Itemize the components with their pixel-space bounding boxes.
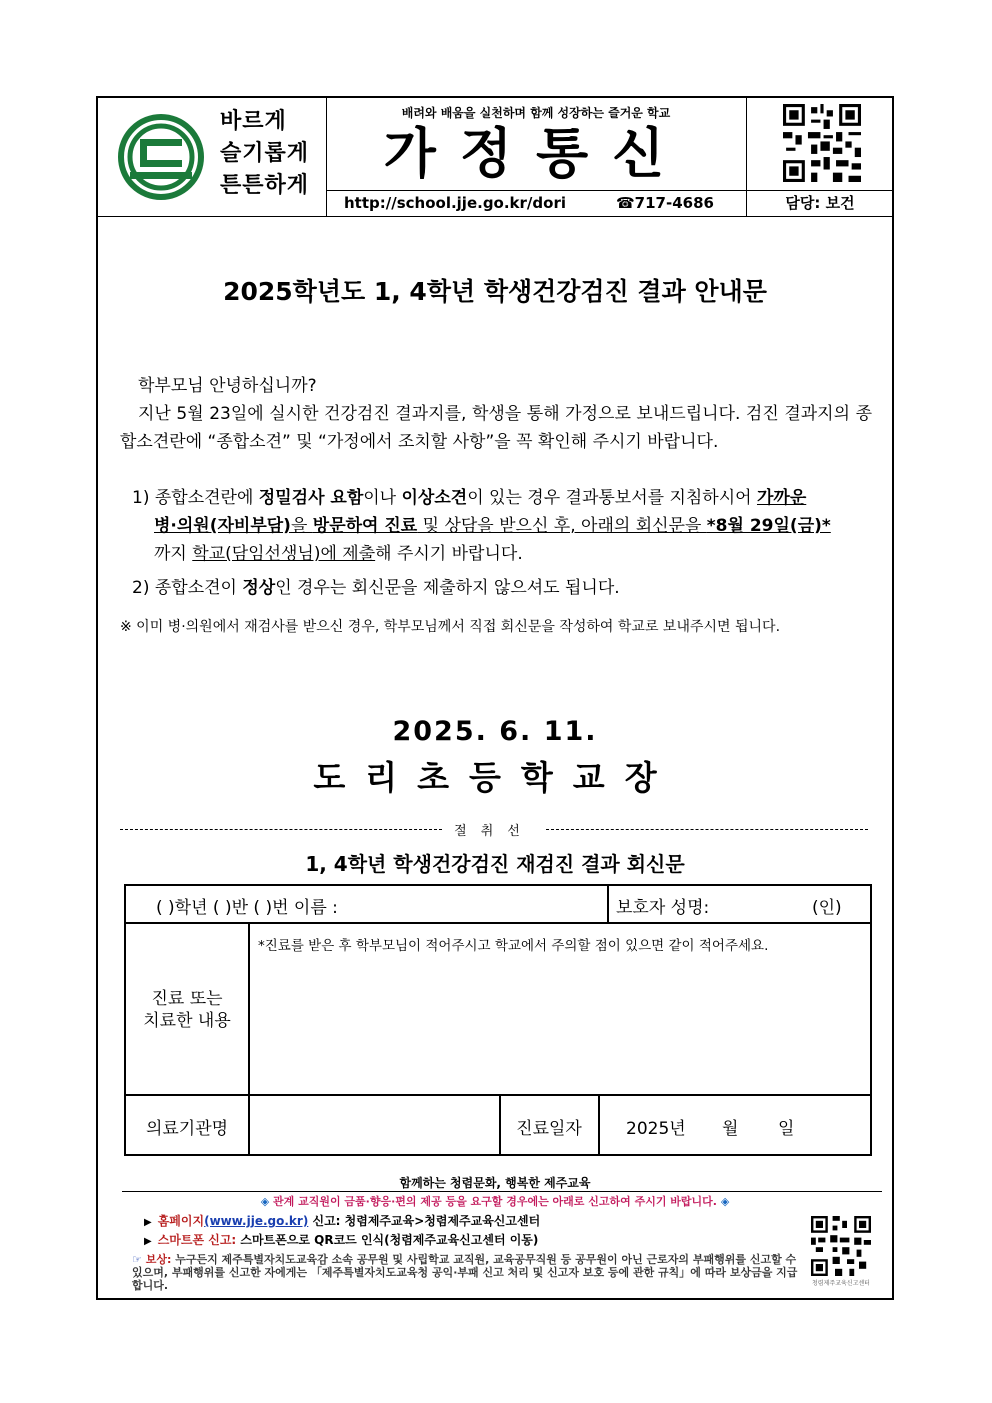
visit-month-field[interactable]: 월 [722, 1119, 739, 1139]
visit-date-label: 진료일자 [516, 1119, 582, 1139]
treatment-label-line: 치료한 내용 [143, 1011, 231, 1031]
arrow-right-icon: ▶ [144, 1217, 152, 1228]
item-emphasis: 정상 [242, 578, 276, 598]
contact-person: 담당: 보건 [746, 191, 893, 217]
homepage-path: 신고: 청렴제주교육>청렴제주교육신고센터 [308, 1214, 541, 1228]
integrity-slogan: 함께하는 청렴문화, 행복한 제주교육 [399, 1176, 591, 1190]
item-text: 이 있는 경우 결과통보서를 지침하시어 [467, 488, 757, 508]
motto-line: 바르게 [220, 109, 287, 134]
item-deadline: *8월 29일(금)* [706, 516, 831, 536]
item-emphasis: 이상소견 [401, 488, 468, 508]
item-text: 이나 [363, 488, 402, 508]
motto-line: 슬기롭게 [220, 141, 310, 166]
issue-date: 2025. 6. 11. [392, 716, 598, 747]
document-frame [96, 96, 894, 1300]
cut-line [120, 820, 868, 839]
principal-signature: 도리초등학교장 [313, 758, 677, 797]
header-divider [98, 216, 892, 217]
item-text: 을 [290, 516, 313, 536]
table-rule [126, 922, 870, 924]
school-slogan: 배려와 배움을 실천하며 함께 성장하는 즐거운 학교 [401, 106, 671, 120]
cut-line-label: 절취선 [454, 824, 534, 839]
title-cell [326, 98, 746, 190]
smartphone-report-line [144, 1231, 538, 1248]
pointing-hand-icon: ☞ [132, 1253, 142, 1266]
item-text: 해 주시기 바랍니다. [375, 544, 523, 564]
school-phone: ☎717-4686 [616, 194, 714, 212]
smartphone-text: 스마트폰으로 QR코드 인식(청렴제주교육신고센터 이동) [236, 1233, 539, 1247]
item-emphasis: 가까운 [756, 488, 807, 508]
treatment-label [126, 988, 248, 1032]
item-emphasis: 학교(담임선생님)에 제출 [192, 544, 376, 564]
diamond-icon: ◈ [720, 1195, 730, 1208]
item-emphasis: 방문하여 진료 [312, 516, 418, 536]
reward-label: 보상: [145, 1253, 172, 1266]
notice-footnote: ※ 이미 병·의원에서 재검사를 받으신 경우, 학부모님께서 직접 회신문을 작성하여 학교로 보내주시면 됩니다. [120, 619, 781, 635]
item-emphasis: 병·의원(자비부담) [154, 516, 291, 536]
treatment-content-field[interactable]: *진료를 받은 후 학부모님이 적어주시고 학교에서 주의할 점이 있으면 같이 적어주세요. [258, 938, 769, 954]
item-continuation [132, 540, 876, 568]
item-text: 인 경우는 회신문을 제출하지 않으셔도 됩니다. [275, 578, 620, 598]
newsletter-title: 가정통신 [383, 122, 689, 185]
motto-line: 튼튼하게 [220, 173, 310, 198]
guardian-name-field[interactable]: 보호자 성명: [616, 898, 710, 918]
reply-form-table [124, 884, 872, 1156]
report-center-qr-icon[interactable] [810, 1216, 872, 1276]
reply-form-title: 1, 4학년 학생건강검진 재검진 결과 회신문 [305, 852, 685, 876]
item-text: 종합소견이 [154, 578, 243, 598]
instruction-item-2 [132, 574, 884, 602]
instruction-item-1 [132, 484, 876, 568]
table-rule [607, 886, 609, 922]
arrow-right-icon: ▶ [144, 1236, 152, 1247]
smartphone-label: 스마트폰 신고: [157, 1233, 237, 1247]
table-rule [126, 1094, 870, 1096]
item-continuation [132, 512, 876, 540]
footer-divider [122, 1191, 882, 1192]
item-number: 2) [132, 578, 150, 598]
dashed-line [120, 829, 442, 830]
header-info-row [326, 190, 892, 217]
letter-header [98, 98, 892, 218]
qr-code-icon [783, 104, 861, 182]
table-rule [598, 1094, 600, 1154]
qr-cell [746, 98, 893, 190]
treatment-label-line: 진료 또는 [151, 989, 223, 1009]
homepage-label: 홈페이지 [157, 1214, 205, 1228]
seal-mark: (인) [812, 898, 842, 918]
qr-caption: 청렴제주교육신고센터 [812, 1280, 870, 1287]
item-number: 1) [132, 488, 150, 508]
warning-text: 관계 교직원이 금품·향응·편의 제공 등을 요구할 경우에는 아래로 신고하여 주시기 바랍니다. [273, 1195, 717, 1208]
visit-year-field[interactable]: 2025년 [626, 1119, 686, 1139]
reward-text: 누구든지 제주특별자치도교육감 소속 공무원 및 사립학교 교직원, 교육공무직원 등 공무원이 아닌 근로자의 부패행위를 신고할 수 있으며, 부패행위를 신고한 자에게는 「제주특별자치도교육청 공익·부패 신고 처리 및 신고자 보호 등에 관한 규칙」에 따라 보상금을 지급합니다. [132, 1253, 798, 1292]
greeting: 학부모님 안녕하십니까? [138, 376, 317, 396]
school-motto [220, 106, 309, 202]
item-text: 및 상담을 받으신 후, 아래의 회신문을 [417, 516, 707, 536]
item-text: 까지 [154, 544, 193, 564]
clinic-name-field[interactable] [250, 1096, 498, 1152]
student-info-field[interactable]: ( )학년 ( )반 ( )번 이름 : [156, 898, 338, 918]
notice-title: 2025학년도 1, 4학년 학생건강검진 결과 안내문 [223, 277, 767, 306]
reward-notice [132, 1253, 800, 1292]
visit-day-field[interactable]: 일 [778, 1119, 795, 1139]
clinic-label: 의료기관명 [145, 1119, 229, 1139]
logo-cell [98, 98, 327, 216]
school-logo-icon [118, 114, 204, 200]
school-url[interactable]: http://school.jje.go.kr/dori [344, 194, 566, 212]
notice-body: 지난 5월 23일에 실시한 건강검진 결과지를, 학생을 통해 가정으로 보내드립니다. 검진 결과지의 종합소견란에 “종합소견” 및 “가정에서 조치할 사항”을 꼭 확인해 주시기 바랍니다. [120, 404, 872, 452]
homepage-report-line [144, 1212, 540, 1229]
homepage-link[interactable]: (www.jje.go.kr) [204, 1214, 309, 1228]
integrity-warning [98, 1193, 892, 1209]
item-emphasis: 정밀검사 요함 [258, 488, 364, 508]
dashed-line [546, 829, 868, 830]
diamond-icon: ◈ [260, 1195, 270, 1208]
item-text: 종합소견란에 [154, 488, 259, 508]
